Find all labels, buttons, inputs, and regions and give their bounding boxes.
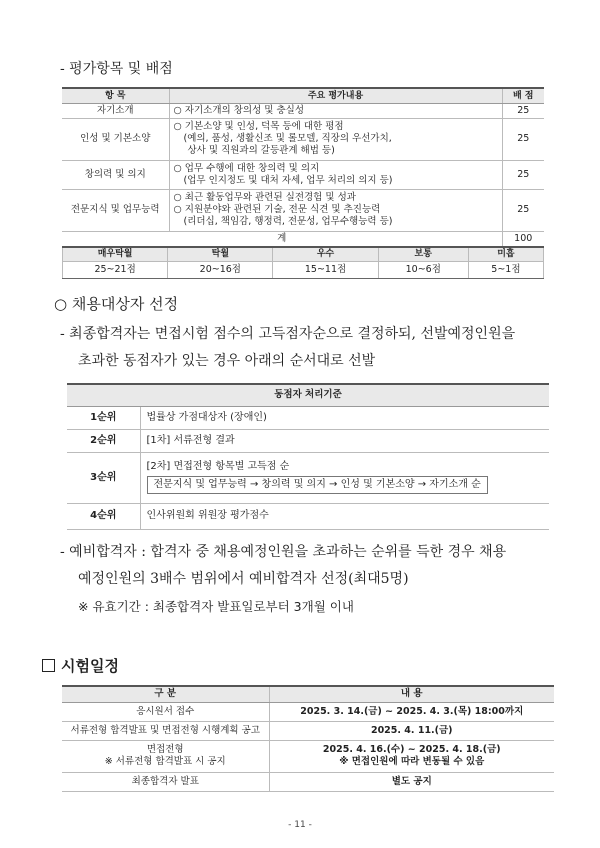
tie-text: [2차] 면접전형 항목별 고득점 순 <box>146 461 290 472</box>
tie-row <box>67 406 549 429</box>
schedule-row <box>62 721 554 740</box>
schedule-content: 2025. 4. 11.(금) <box>269 721 554 740</box>
schedule-row <box>62 772 554 791</box>
tie-text: 법률상 가점대상자 (장애인) <box>140 406 549 429</box>
schedule-content-cell <box>269 740 554 772</box>
schedule-content: 별도 공지 <box>269 772 554 791</box>
tie-order-box: 전문지식 및 업무능력 → 창의력 및 의지 → 인성 및 기본소양 → 자기소개 순 <box>147 476 488 494</box>
tie-header-row <box>67 384 549 406</box>
reserve-line1: - 예비합격자 : 합격자 중 채용예정인원을 초과하는 순위를 득한 경우 채용 <box>60 544 507 560</box>
grade-header: 미흡 <box>468 247 543 261</box>
schedule-heading-wrap <box>42 655 119 676</box>
eval-line: ○ 최근 활동업무와 관련된 실전경험 및 성과 <box>173 192 356 203</box>
eval-header-row <box>62 88 544 103</box>
eval-content <box>169 189 502 231</box>
eval-points: 25 <box>502 160 544 189</box>
schedule-content: 2025. 3. 14.(금) ~ 2025. 4. 3.(목) 18:00까지 <box>269 702 554 721</box>
eval-line: (리더십, 책임감, 행정력, 전문성, 업무수행능력 등) <box>183 216 393 227</box>
tie-rank: 4순위 <box>67 503 140 529</box>
reserve-line2: 예정인원의 3배수 범위에서 예비합격자 선정(최대5명) <box>78 571 409 587</box>
eval-item: 전문지식 및 업무능력 <box>62 189 169 231</box>
eval-content <box>169 103 502 118</box>
eval-row <box>62 103 544 118</box>
schedule-label: 서류전형 합격발표 및 면접전형 시행계획 공고 <box>62 721 269 740</box>
eval-row <box>62 118 544 160</box>
eval-total-points: 100 <box>502 231 544 246</box>
reserve-note: ※ 유효기간 : 최종합격자 발표일로부터 3개월 이내 <box>78 599 354 614</box>
grade-header: 보통 <box>378 247 468 261</box>
eval-item: 자기소개 <box>62 103 169 118</box>
schedule-label: 최종합격자 발표 <box>62 772 269 791</box>
tie-title: 동점자 처리기준 <box>67 384 549 406</box>
schedule-content: 2025. 4. 16.(수) ~ 2025. 4. 18.(금) <box>322 744 501 755</box>
grade-value: 15~11점 <box>273 261 378 278</box>
eval-total-label: 계 <box>62 231 502 246</box>
eval-line: ○ 자기소개의 창의성 및 충실성 <box>173 104 304 116</box>
tie-text: 인사위원회 위원장 평가점수 <box>140 503 549 529</box>
eval-table <box>62 87 544 247</box>
eval-line: ○ 지원분야와 관련된 기술, 전문 식견 및 추진능력 <box>173 204 381 215</box>
grade-value: 10~6점 <box>378 261 468 278</box>
eval-item: 인성 및 기본소양 <box>62 118 169 160</box>
tie-row <box>67 429 549 452</box>
selection-heading: ○ 채용대상자 선정 <box>54 295 179 313</box>
eval-line: 상사 및 직원과의 갈등관계 해법 등) <box>187 145 335 156</box>
eval-points: 25 <box>502 189 544 231</box>
schedule-row <box>62 702 554 721</box>
schedule-content-note: ※ 면접인원에 따라 변동될 수 있음 <box>339 756 485 767</box>
schedule-col-type: 구 분 <box>62 686 269 702</box>
schedule-row <box>62 740 554 772</box>
eval-col-points: 배 점 <box>502 88 544 103</box>
schedule-table <box>62 685 554 792</box>
schedule-label: 응시원서 접수 <box>62 702 269 721</box>
eval-points: 25 <box>502 118 544 160</box>
eval-line: ○ 기본소양 및 인성, 덕목 등에 대한 평점 <box>173 121 344 132</box>
eval-content <box>169 160 502 189</box>
eval-row <box>62 189 544 231</box>
checkbox-square-icon <box>42 659 55 672</box>
tie-row <box>67 503 549 529</box>
eval-content <box>169 118 502 160</box>
grade-value: 5~1점 <box>468 261 543 278</box>
selection-para-line2: 초과한 동점자가 있는 경우 아래의 순서대로 선발 <box>78 353 376 369</box>
tie-rank: 3순위 <box>67 452 140 503</box>
schedule-col-content: 내 용 <box>269 686 554 702</box>
schedule-header-row <box>62 686 554 702</box>
grade-value: 20~16점 <box>168 261 273 278</box>
grade-value-row <box>63 261 544 278</box>
page-number: - 11 - <box>288 820 312 830</box>
tie-text: [1차] 서류전형 결과 <box>140 429 549 452</box>
schedule-label-cell <box>62 740 269 772</box>
schedule-label-note: ※ 서류전형 합격발표 시 공지 <box>104 756 226 767</box>
eval-line: (예의, 품성, 생활신조 및 롤모델, 직장의 우선가치, <box>183 133 392 144</box>
tie-rank: 1순위 <box>67 406 140 429</box>
eval-heading: - 평가항목 및 배점 <box>60 61 173 77</box>
tie-row <box>67 452 549 503</box>
eval-points: 25 <box>502 103 544 118</box>
schedule-label: 면접전형 <box>146 744 184 755</box>
tie-table <box>67 383 549 530</box>
selection-para-line1: - 최종합격자는 면접시험 점수의 고득점자순으로 결정하되, 선발예정인원을 <box>60 326 516 342</box>
grade-table <box>62 246 544 279</box>
grade-value: 25~21점 <box>63 261 168 278</box>
eval-col-content: 주요 평가내용 <box>169 88 502 103</box>
eval-total-row <box>62 231 544 246</box>
eval-col-item: 항 목 <box>62 88 169 103</box>
tie-rank: 2순위 <box>67 429 140 452</box>
grade-header: 우수 <box>273 247 378 261</box>
eval-line: (업무 인지정도 및 대처 자세, 업무 처리의 의지 등) <box>183 174 393 186</box>
eval-item: 창의력 및 의지 <box>62 160 169 189</box>
grade-header-row <box>63 247 544 261</box>
grade-header: 탁월 <box>168 247 273 261</box>
schedule-heading: 시험일정 <box>61 657 119 675</box>
eval-line: ○ 업무 수행에 대한 창의력 및 의지 <box>173 162 320 174</box>
grade-header: 매우탁월 <box>63 247 168 261</box>
eval-row <box>62 160 544 189</box>
tie-cell <box>140 452 549 503</box>
